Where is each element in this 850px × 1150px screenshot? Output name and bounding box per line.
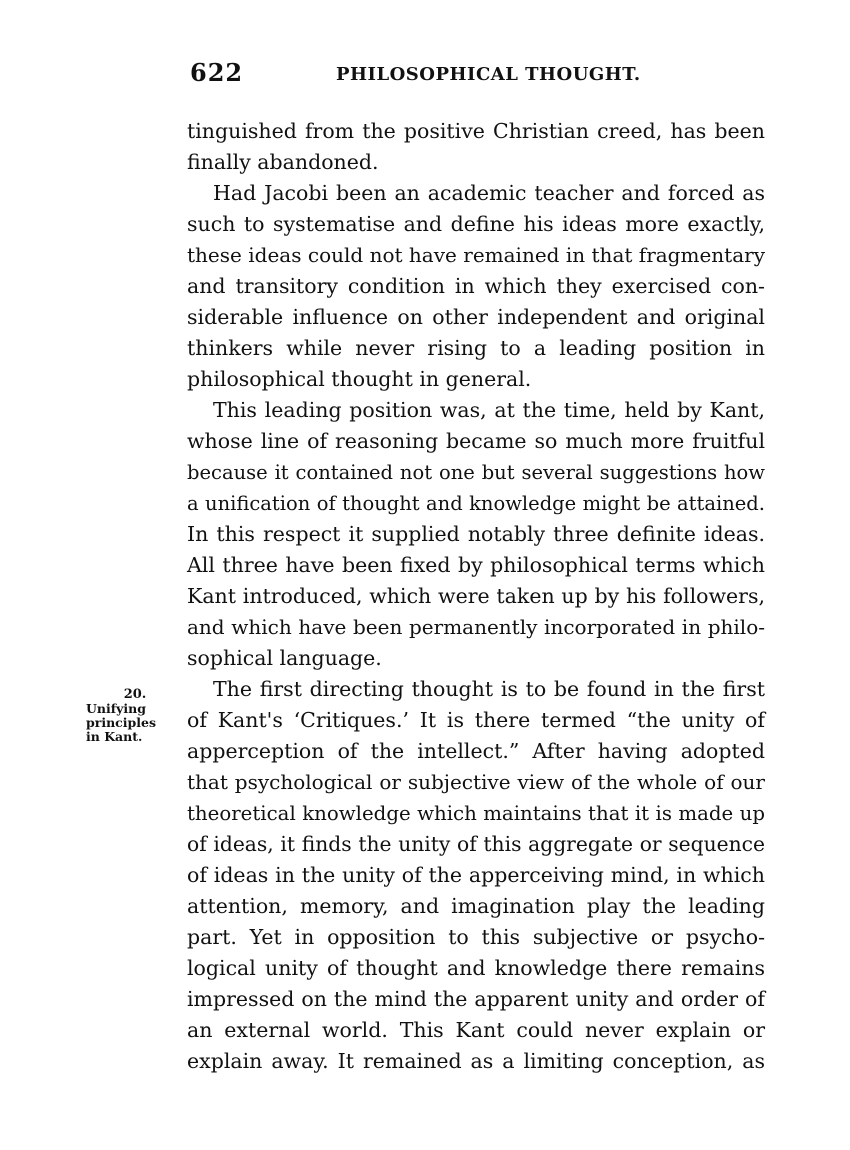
margin-note-line: principles bbox=[86, 715, 157, 730]
text-line: tinguished from the positive Christian creed, has been bbox=[187, 119, 765, 143]
text-line: that psychological or subjective view of the whole of our bbox=[187, 770, 765, 794]
text-line: and transitory condition in which they exercised con- bbox=[187, 274, 765, 298]
text-line: Had Jacobi been an academic teacher and forced as bbox=[213, 181, 765, 205]
margin-note bbox=[86, 688, 166, 744]
text-line: In this respect it supplied notably three definite ideas. bbox=[187, 522, 765, 546]
text-line: This leading position was, at the time, held by Kant, bbox=[213, 398, 765, 422]
text-line: impressed on the mind the apparent unity and order of bbox=[187, 987, 765, 1011]
text-line: apperception of the intellect.” After having adopted bbox=[187, 739, 765, 763]
text-line: these ideas could not have remained in that fragmentary bbox=[187, 243, 765, 267]
margin-note-line: in Kant. bbox=[86, 729, 143, 744]
text-line: The first directing thought is to be found in the first bbox=[213, 677, 765, 701]
body-text bbox=[187, 116, 765, 1077]
text-line: attention, memory, and imagination play the leading bbox=[187, 894, 765, 918]
text-line: logical unity of thought and knowledge there remains bbox=[187, 956, 765, 980]
text-line: thinkers while never rising to a leading position in bbox=[187, 336, 765, 360]
page-number: 622 bbox=[190, 58, 244, 87]
margin-note-line: Unifying bbox=[86, 701, 146, 716]
text-line: of ideas, it finds the unity of this aggregate or sequence bbox=[187, 832, 765, 856]
text-line: finally abandoned. bbox=[187, 150, 379, 174]
text-line: philosophical thought in general. bbox=[187, 367, 532, 391]
text-line: theoretical knowledge which maintains that it is made up bbox=[187, 802, 765, 825]
text-line: and which have been permanently incorporated in philo- bbox=[187, 615, 765, 639]
text-line: a unification of thought and knowledge might be attained. bbox=[187, 492, 765, 515]
text-line: of ideas in the unity of the apperceiving mind, in which bbox=[187, 863, 765, 887]
text-line: sophical language. bbox=[187, 646, 382, 670]
running-head: PHILOSOPHICAL THOUGHT. bbox=[336, 64, 641, 85]
text-line: because it contained not one but several suggestions how bbox=[187, 461, 765, 484]
text-line: siderable influence on other independent and original bbox=[187, 305, 765, 329]
text-line: Kant introduced, which were taken up by his followers, bbox=[187, 584, 765, 608]
section-number: 20. bbox=[123, 687, 147, 702]
text-line: whose line of reasoning became so much more fruitful bbox=[187, 429, 765, 453]
text-line: such to systematise and define his ideas more exactly, bbox=[187, 212, 765, 236]
text-line: of Kant's ‘Critiques.’ It is there termed “the unity of bbox=[187, 708, 765, 732]
text-line: explain away. It remained as a limiting conception, as bbox=[187, 1049, 765, 1073]
text-line: part. Yet in opposition to this subjective or psycho- bbox=[187, 925, 765, 949]
text-line: All three have been fixed by philosophical terms which bbox=[187, 553, 765, 577]
text-line: an external world. This Kant could never explain or bbox=[187, 1018, 765, 1042]
